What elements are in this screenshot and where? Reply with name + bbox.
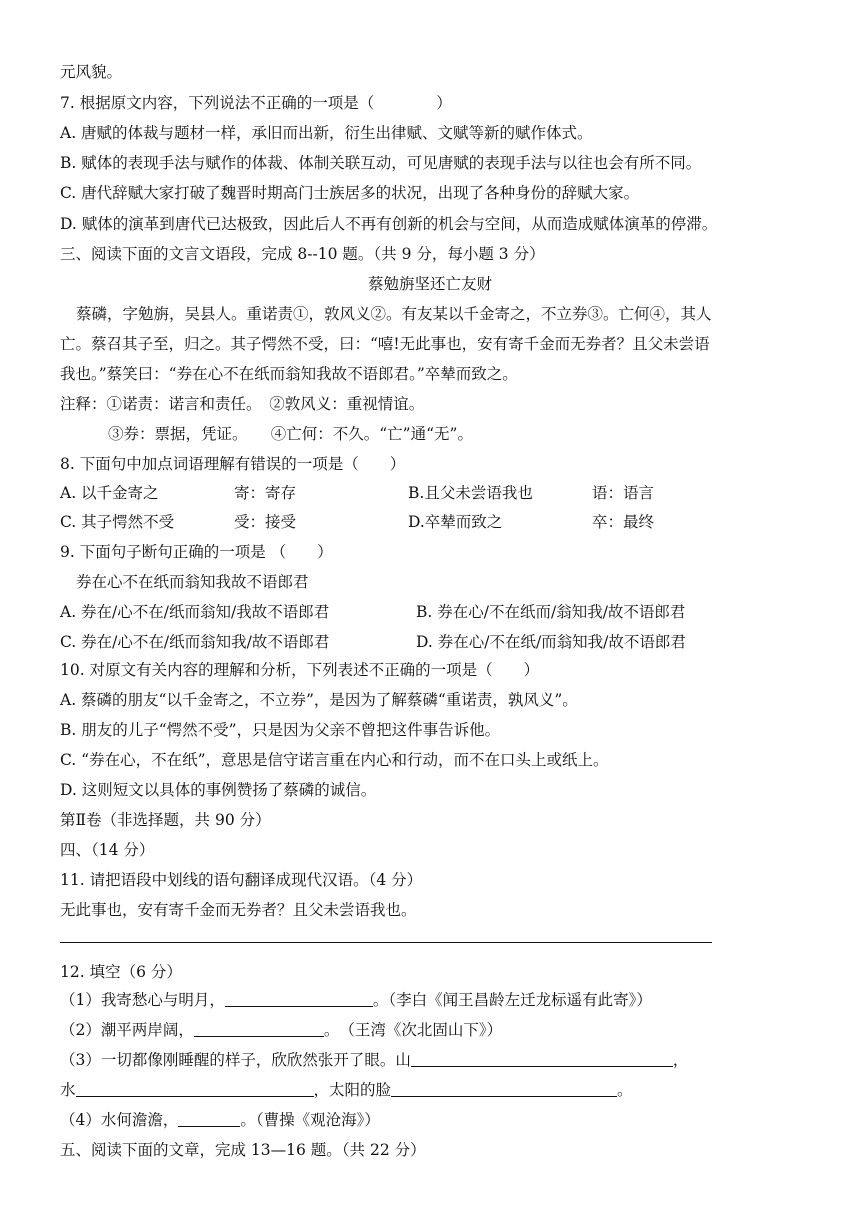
section-5-heading: 五、阅读下面的文章，完成 13—16 题。（共 22 分）	[60, 1141, 426, 1159]
q8-option-c-gloss: 受：接受	[234, 513, 297, 531]
q9-option-d: D. 券在心/不在纸/而翁知我/故不语郎君	[416, 633, 686, 651]
q12-item-3-line-1	[60, 1050, 688, 1070]
q12-item-3-comma: ，	[672, 1051, 689, 1069]
q9-option-c: C. 券在/心不在/纸而翁知我/故不语郎君	[60, 633, 330, 651]
q8-option-d: D.卒辇而致之	[408, 513, 503, 531]
q10-option-c: C. “券在心，不在纸”，意思是信守诺言重在内心和行动，而不在口头上或纸上。	[60, 751, 609, 769]
q7-option-c: C. 唐代辞赋大家打破了魏晋时期高门士族居多的状况，出现了各种身份的辞赋大家。	[60, 184, 640, 202]
paragraph-end: 元风貌。	[60, 63, 123, 81]
q11-answer-line[interactable]	[60, 942, 712, 943]
q10-option-b: B. 朋友的儿子“愕然不受”，只是因为父亲不曾把这件事告诉他。	[60, 721, 501, 739]
q12-item-3-water: 水	[60, 1081, 76, 1099]
q9-stem: 9. 下面句子断句正确的一项是 （ ）	[60, 543, 333, 561]
q12-item-1-prompt: （1）我寄愁心与明月，	[60, 991, 225, 1009]
q12-stem: 12. 填空（6 分）	[60, 963, 182, 981]
q9-option-a: A. 券在/心不在/纸而翁知/我故不语郎君	[60, 603, 330, 621]
q12-item-3-end: 。	[617, 1081, 633, 1099]
q12-item-3-blank-3[interactable]	[391, 1080, 617, 1097]
passage-line-1: 蔡磷，字勉旃，吴县人。重诺责①，敦风义②。有友某以千金寄之，不立券③。亡何④，其人	[76, 305, 712, 323]
passage-line-2: 亡。蔡召其子至，归之。其子愕然不受，曰：“嘻!无此事也，安有寄千金而无券者？且父未尝语	[60, 335, 710, 353]
q8-option-a: A. 以千金寄之	[60, 484, 159, 502]
q12-item-2	[60, 1020, 502, 1040]
q7-stem: 7. 根据原文内容，下列说法不正确的一项是（ ）	[60, 94, 452, 112]
q8-option-b: B.且父未尝语我也	[408, 484, 533, 502]
q12-item-3-prompt: （3）一切都像刚睡醒的样子，欣欣然张开了眼。山	[60, 1051, 411, 1069]
q9-sentence: 券在心不在纸而翁知我故不语郎君	[76, 573, 309, 591]
q7-option-d: D. 赋体的演革到唐代已达极致，因此后人不再有创新的机会与空间，从而造成赋体演革的停滞。	[60, 215, 718, 233]
q10-option-a: A. 蔡磷的朋友“以千金寄之，不立券”，是因为了解蔡磷“重诺责，孰风义”。	[60, 691, 578, 709]
q8-option-c: C. 其子愕然不受	[60, 513, 175, 531]
q12-item-2-blank[interactable]	[194, 1020, 324, 1037]
q8-stem: 8. 下面句中加点词语理解有错误的一项是（ ）	[60, 455, 406, 473]
q12-item-3-blank-1[interactable]	[411, 1050, 673, 1067]
q12-item-3-blank-2[interactable]	[76, 1080, 314, 1097]
volume-2-heading: 第Ⅱ卷（非选择题，共 90 分）	[60, 811, 271, 829]
q11-sentence: 无此事也，安有寄千金而无券者？且父未尝语我也。	[60, 901, 417, 919]
q12-item-4-source: 。（曹操《观沧海》）	[240, 1111, 380, 1129]
q12-item-3-line-2	[60, 1080, 633, 1100]
q12-item-1	[60, 990, 652, 1010]
q7-option-b: B. 赋体的表现手法与赋作的体裁、体制关联互动，可见唐赋的表现手法与以往也会有所不同。	[60, 154, 702, 172]
q8-option-a-gloss: 寄：寄存	[234, 484, 297, 502]
q12-item-4	[60, 1110, 380, 1130]
section-3-heading: 三、阅读下面的文言文语段，完成 8--10 题。（共 9 分，每小题 3 分）	[60, 245, 545, 263]
q10-stem: 10. 对原文有关内容的理解和分析，下列表述不正确的一项是（ ）	[60, 661, 540, 679]
q12-item-1-source: 。（李白《闻王昌龄左迁龙标遥有此寄》）	[372, 991, 652, 1009]
q12-item-1-blank[interactable]	[225, 990, 373, 1007]
q8-option-b-gloss: 语：语言	[592, 484, 655, 502]
notes-line-1: 注释：①诺责：诺言和责任。 ②敦风义：重视情谊。	[60, 395, 425, 413]
q12-item-4-blank[interactable]	[178, 1110, 240, 1127]
q8-option-d-gloss: 卒：最终	[592, 513, 655, 531]
q12-item-4-prompt: （4）水何澹澹，	[60, 1111, 179, 1129]
notes-line-2: ③券：票据，凭证。 ④亡何：不久。“亡”通“无”。	[108, 425, 473, 443]
q9-option-b: B. 券在心/不在纸而/翁知我/故不语郎君	[416, 603, 686, 621]
q10-option-d: D. 这则短文以具体的事例赞扬了蔡磷的诚信。	[60, 781, 377, 799]
q12-item-2-prompt: （2）潮平两岸阔，	[60, 1021, 194, 1039]
q12-item-2-source: 。 （王湾《次北固山下》）	[323, 1021, 503, 1039]
passage-title: 蔡勉旃坚还亡友财	[367, 275, 492, 293]
q12-item-3-sun: ，太阳的脸	[313, 1081, 392, 1099]
q7-option-a: A. 唐赋的体裁与题材一样，承旧而出新，衍生出律赋、文赋等新的赋作体式。	[60, 124, 593, 142]
passage-line-3: 我也。”蔡笑曰：“券在心不在纸而翁知我故不语郎君。”卒辇而致之。	[60, 365, 518, 383]
section-4-heading: 四、（14 分）	[60, 841, 155, 859]
q11-stem: 11. 请把语段中划线的语句翻译成现代汉语。（4 分）	[60, 871, 423, 889]
